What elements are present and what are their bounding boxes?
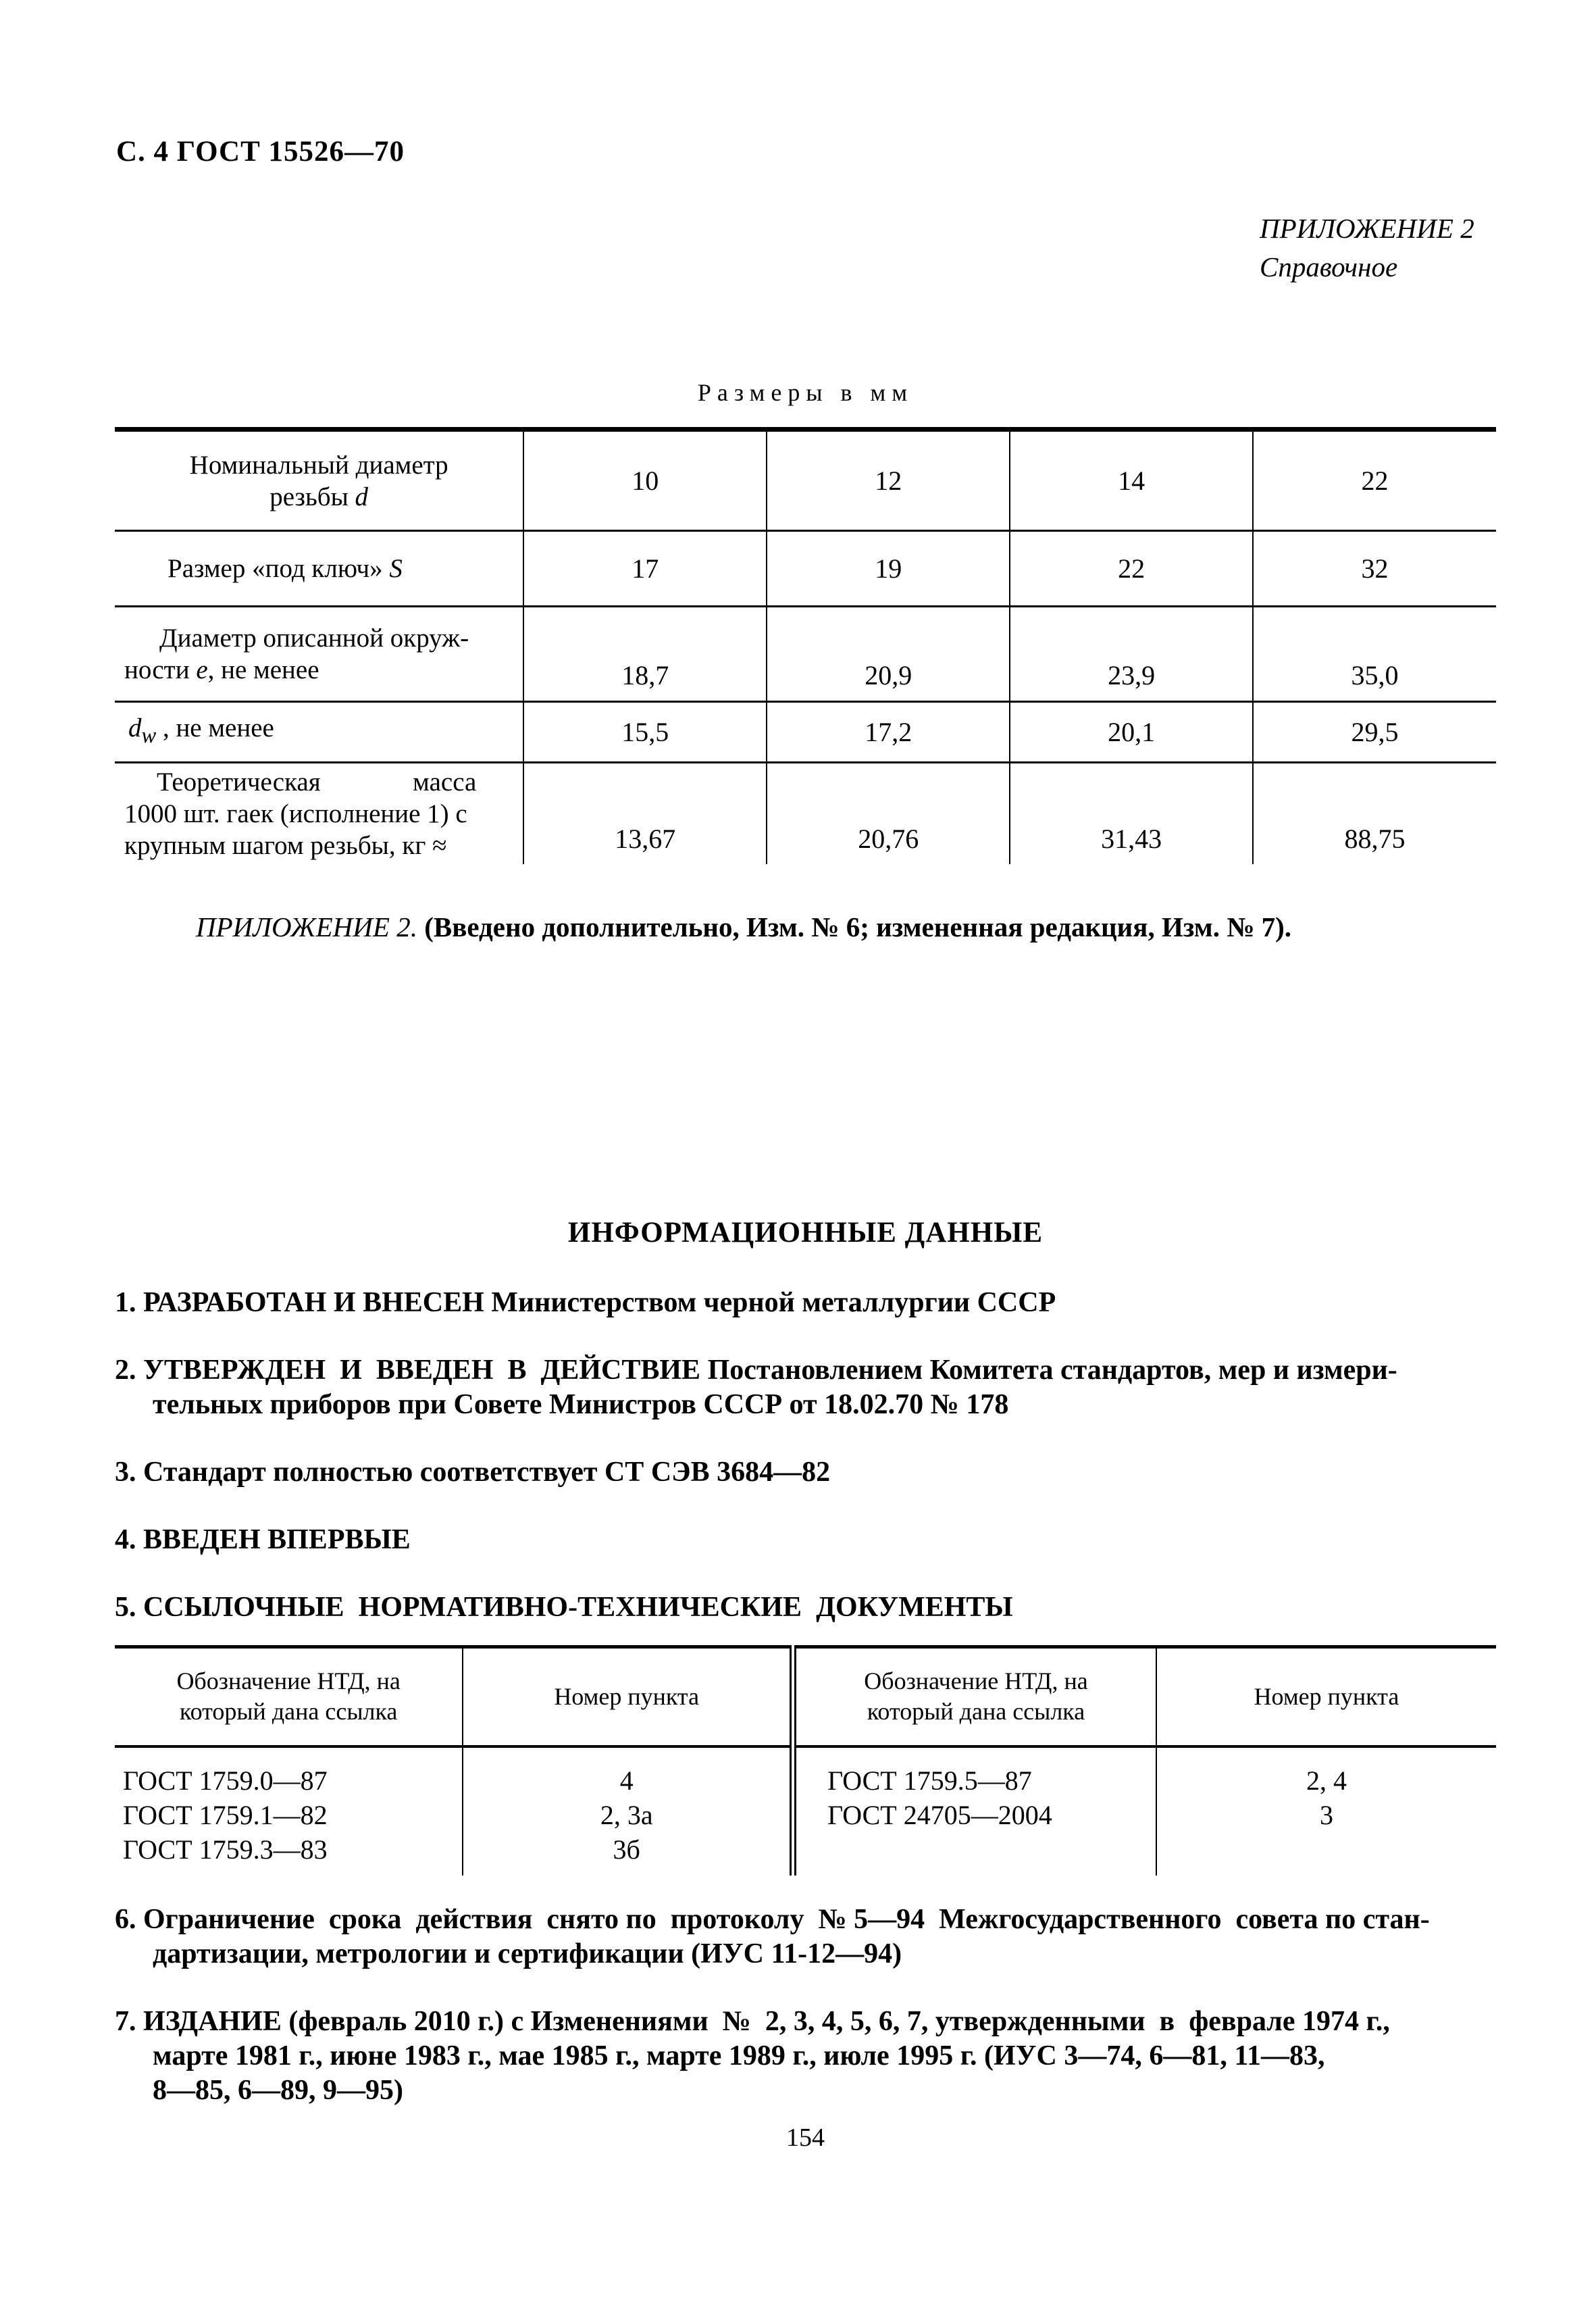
- dims-row-label: Размер «под ключ» S: [168, 554, 403, 583]
- dims-table-row: [115, 702, 1496, 763]
- dims-value-cell: 29,5: [1253, 702, 1496, 763]
- refs-cell: 3б: [463, 1832, 793, 1876]
- references-table-header-row: [115, 1647, 1496, 1746]
- dims-value-cell: 18,7: [523, 607, 767, 702]
- refs-header-cell: Номер пункта: [1156, 1647, 1496, 1746]
- dims-value-cell: 15,5: [523, 702, 767, 763]
- appendix-label: [1260, 209, 1474, 286]
- dims-value-cell: 17: [523, 531, 767, 607]
- info-item: 1. РАЗРАБОТАН И ВНЕСЕН Министерством черной металлургии СССР: [115, 1287, 1056, 1318]
- appendix-subtitle: Справочное: [1260, 251, 1398, 282]
- page-number: 154: [786, 2123, 825, 2152]
- dims-table-row: [115, 607, 1496, 702]
- dims-value-cell: 20,76: [767, 763, 1010, 864]
- info-items-group-a: [115, 1286, 1496, 1658]
- info-item: 3. Стандарт полностью соответствует СТ СЭВ 3684—82: [115, 1457, 831, 1488]
- info-item: 4. ВВЕДЕН ВПЕРВЫЕ: [115, 1524, 411, 1555]
- refs-cell: ГОСТ 24705—2004: [793, 1798, 1156, 1832]
- appendix-note-lead: ПРИЛОЖЕНИЕ 2.: [196, 911, 417, 942]
- refs-header-cell: Номер пункта: [463, 1647, 793, 1746]
- dims-value-cell: 22: [1253, 430, 1496, 531]
- refs-header-cell: Обозначение НТД, на который дана ссылка: [176, 1667, 401, 1726]
- dims-value-cell: 88,75: [1253, 763, 1496, 864]
- appendix-title: ПРИЛОЖЕНИЕ 2: [1260, 213, 1474, 244]
- dims-row-label: Теоретическая масса 1000 шт. гаек (исполнение 1) с крупным шагом резьбы, кг ≈: [124, 767, 477, 860]
- dimensions-table-caption: Размеры в мм: [697, 379, 914, 406]
- dims-value-cell: 20,9: [767, 607, 1010, 702]
- info-item: 7. ИЗДАНИЕ (февраль 2010 г.) с Изменениями № 2, 3, 4, 5, 6, 7, утвержденными в феврале 1974 г., марте 1981 г., июне 1983 г., мае 1985 г., марте 1989 г., июле 1995 г. (ИУС 3—74, 6—81, 11—83, 8—85, 6—89, 9—95): [115, 2006, 1390, 2106]
- info-items-group-b: [115, 1903, 1496, 2141]
- dims-value-cell: 13,67: [523, 763, 767, 864]
- dims-value-cell: 17,2: [767, 702, 1010, 763]
- dims-row-label: $d_w$ , не менее: [128, 713, 274, 748]
- refs-cell: ГОСТ 1759.5—87: [793, 1746, 1156, 1798]
- dims-value-cell: 14: [1010, 430, 1253, 531]
- refs-table-row: [115, 1798, 1496, 1832]
- refs-cell: [1156, 1832, 1496, 1876]
- appendix-note-text: (Введено дополнительно, Изм. № 6; измененная редакция, Изм. № 7).: [417, 911, 1292, 942]
- refs-table-row: [115, 1746, 1496, 1798]
- refs-cell: ГОСТ 1759.1—82: [123, 1799, 328, 1830]
- dims-table-row: [115, 531, 1496, 607]
- refs-cell: [793, 1832, 1156, 1876]
- dims-value-cell: 20,1: [1010, 702, 1253, 763]
- info-item: 6. Ограничение срока действия снято по протоколу № 5—94 Межгосударственного совета по стан- дартизации, метрологии и сертификации (ИУС 11-12—94): [115, 1904, 1430, 1969]
- references-table: [115, 1645, 1496, 1876]
- appendix-note: [115, 911, 1496, 943]
- refs-cell: 3: [1156, 1798, 1496, 1832]
- refs-cell: ГОСТ 1759.3—83: [123, 1834, 328, 1865]
- refs-cell: 2, 3а: [463, 1798, 793, 1832]
- info-section-title: ИНФОРМАЦИОННЫЕ ДАННЫЕ: [567, 1217, 1044, 1249]
- dims-row-label: Диаметр описанной окруж- ности e, не менее: [124, 624, 469, 684]
- dims-table-row: [115, 763, 1496, 864]
- refs-table-row: [115, 1832, 1496, 1876]
- refs-header-cell: Обозначение НТД, на который дана ссылка: [793, 1647, 1156, 1746]
- dims-value-cell: 12: [767, 430, 1010, 531]
- refs-cell: 4: [463, 1746, 793, 1798]
- info-item: 2. УТВЕРЖДЕН И ВВЕДЕН В ДЕЙСТВИЕ Постановлением Комитета стандартов, мер и измери- тельных приборов при Совете Министров СССР от 18.02.70 № 178: [115, 1355, 1397, 1420]
- dims-value-cell: 22: [1010, 531, 1253, 607]
- dims-value-cell: 35,0: [1253, 607, 1496, 702]
- dims-value-cell: 23,9: [1010, 607, 1253, 702]
- refs-cell: 2, 4: [1156, 1746, 1496, 1798]
- dimensions-table: [115, 427, 1496, 864]
- dims-value-cell: 31,43: [1010, 763, 1253, 864]
- page-header: С. 4 ГОСТ 15526—70: [116, 136, 405, 168]
- refs-cell: ГОСТ 1759.0—87: [123, 1765, 328, 1796]
- dims-value-cell: 19: [767, 531, 1010, 607]
- dims-row-label: Номинальный диаметр резьбы d: [189, 450, 448, 511]
- dims-table-row: [115, 430, 1496, 531]
- dims-value-cell: 10: [523, 430, 767, 531]
- info-item: 5. ССЫЛОЧНЫЕ НОРМАТИВНО-ТЕХНИЧЕСКИЕ ДОКУМЕНТЫ: [115, 1592, 1013, 1623]
- dims-value-cell: 32: [1253, 531, 1496, 607]
